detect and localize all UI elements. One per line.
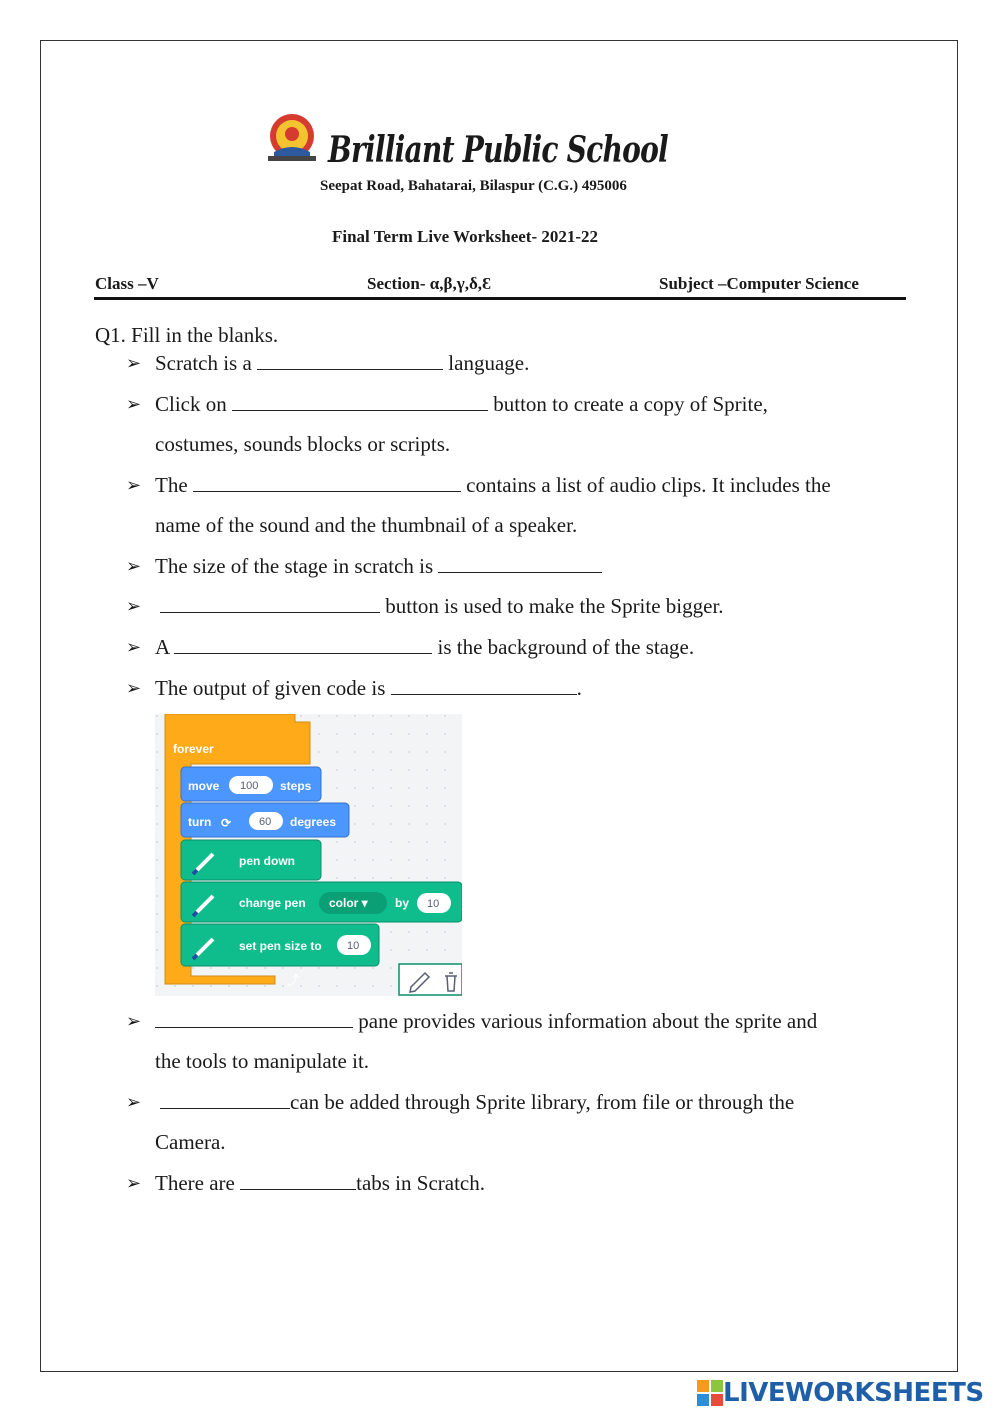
list-item: pane provides various information about the sprite and [155, 1008, 817, 1034]
set-pen-size-label: set pen size to [239, 939, 322, 953]
bullet-arrow-icon: ➢ [126, 678, 142, 698]
list-item: Scratch is a language. [155, 351, 530, 375]
liveworksheets-icon [697, 1380, 723, 1406]
list-item: A is the background of the stage. [155, 635, 695, 659]
list-item-continuation: costumes, sounds blocks or scripts. [155, 432, 451, 456]
loop-arrow-icon: ⤴ [287, 973, 300, 987]
move-value: 100 [240, 780, 259, 792]
list-item: The size of the stage in scratch is [155, 553, 602, 579]
color-option: color ▾ [329, 896, 368, 910]
header-divider [94, 297, 906, 300]
class-label: Class –V [95, 274, 159, 293]
degrees-label: degrees [290, 815, 337, 829]
bullet-arrow-icon: ➢ [126, 394, 142, 414]
bullet-arrow-icon: ➢ [126, 1092, 142, 1112]
list-item: can be added through Sprite library, from file or through the [160, 1089, 794, 1115]
list-item-continuation: name of the sound and the thumbnail of a speaker. [155, 513, 578, 537]
blank-answer-field[interactable] [438, 554, 602, 573]
change-value: 10 [427, 898, 440, 910]
list-item-continuation: the tools to manipulate it. [155, 1049, 370, 1073]
blank-answer-field[interactable] [160, 1090, 290, 1109]
steps-label: steps [280, 779, 312, 793]
list-item: button is used to make the Sprite bigger. [160, 593, 724, 619]
bullet-arrow-icon: ➢ [126, 637, 142, 657]
worksheet-title: Final Term Live Worksheet- 2021-22 [332, 227, 599, 246]
bullet-arrow-icon: ➢ [126, 556, 142, 576]
subject-label: Subject –Computer Science [659, 274, 859, 293]
forever-label: forever [173, 742, 214, 756]
blank-answer-field[interactable] [391, 676, 577, 695]
blank-answer-field[interactable] [160, 594, 380, 613]
list-item: Click on button to create a copy of Sprite, [155, 392, 768, 416]
bullet-arrow-icon: ➢ [126, 1011, 142, 1031]
size-value: 10 [347, 940, 360, 952]
brand-text: LIVEWORKSHEETS [723, 1378, 984, 1408]
bullet-arrow-icon: ➢ [126, 1173, 142, 1193]
turn-value: 60 [259, 816, 272, 828]
blank-answer-field[interactable] [257, 351, 443, 370]
blank-answer-field[interactable] [174, 635, 432, 654]
list-item: The contains a list of audio clips. It includes the [155, 473, 831, 497]
question-title: Q1. Fill in the blanks. [95, 323, 279, 347]
turn-label: turn [188, 815, 212, 829]
school-name: Brilliant Public School [328, 129, 668, 171]
bullet-arrow-icon: ➢ [126, 353, 142, 373]
blank-answer-field[interactable] [155, 1009, 353, 1028]
list-item: There are tabs in Scratch. [155, 1171, 485, 1195]
blank-answer-field[interactable] [240, 1171, 356, 1190]
change-pen-label: change pen [239, 896, 306, 910]
scratch-code-image [155, 714, 462, 996]
by-label: by [395, 896, 410, 910]
move-label: move [188, 779, 220, 793]
school-address: Seepat Road, Bahatarai, Bilaspur (C.G.) 495006 [320, 178, 627, 194]
rotate-icon: ⟳ [221, 816, 232, 830]
bullet-arrow-icon: ➢ [126, 475, 142, 495]
list-item: The output of given code is . [155, 676, 582, 700]
list-item-continuation: Camera. [155, 1130, 226, 1154]
pen-down-label: pen down [239, 854, 295, 868]
bullet-arrow-icon: ➢ [126, 596, 142, 616]
blank-answer-field[interactable] [193, 473, 461, 492]
school-logo [264, 112, 320, 164]
liveworksheets-logo [697, 1376, 984, 1410]
section-label: Section- α,β,γ,δ,Ɛ [367, 274, 491, 293]
blank-answer-field[interactable] [232, 392, 488, 411]
